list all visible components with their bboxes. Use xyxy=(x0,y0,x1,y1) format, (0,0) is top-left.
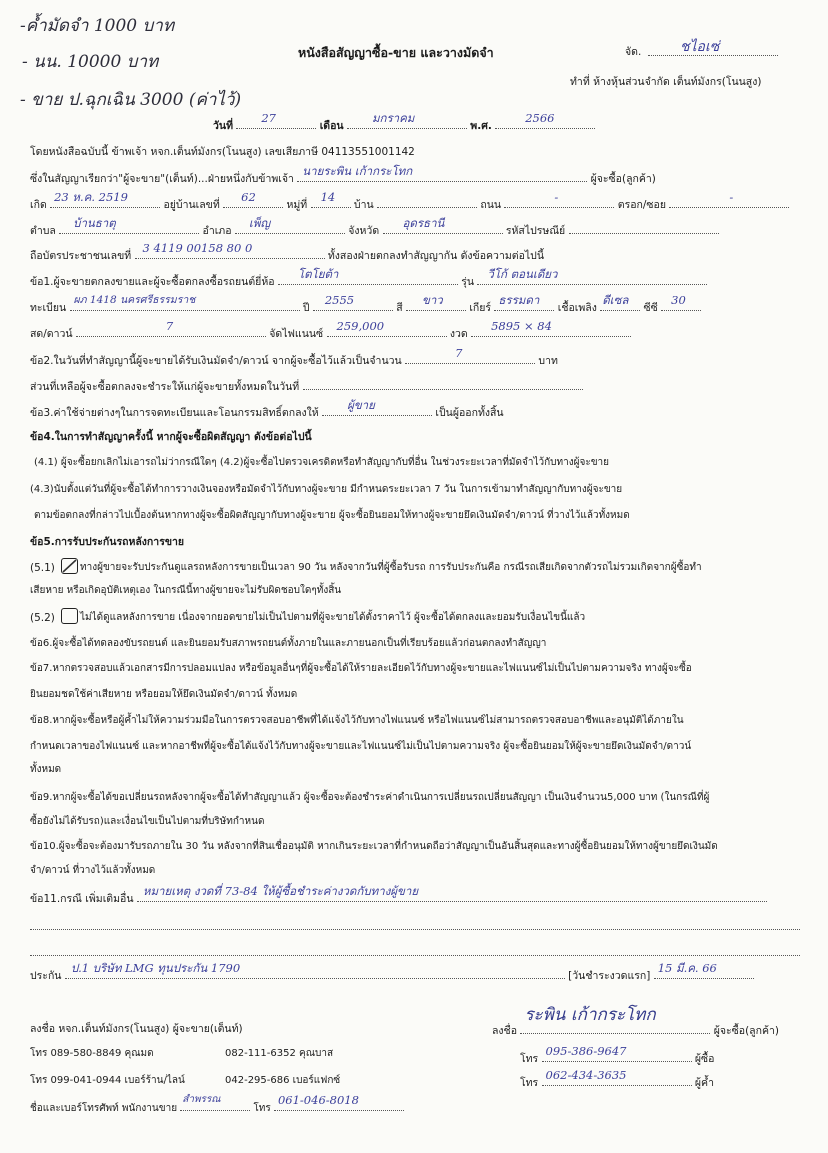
install-label: งวด xyxy=(449,328,468,340)
clause9b: ซื้อยังไม่ได้รับรถ)และเงื่อนไขเป็นไปตามที่บริษัทกำหนด xyxy=(30,816,265,827)
first-pay-line xyxy=(654,961,754,979)
road-line xyxy=(504,190,614,208)
btel1-label: โทร xyxy=(520,1053,539,1065)
year-label: พ.ศ. xyxy=(470,120,492,132)
buyer-signature: ระพิน เก้ากระโทก xyxy=(524,1005,656,1025)
c3-suffix: เป็นผู้ออกทั้งสิ้น xyxy=(435,407,504,419)
clause5-1-cont: เสียหาย หรือเกิดอุบัติเหตุเอง ในกรณีนี้ทางผู้ขายจะไม่รับผิดชอบใดๆทั้งสิ้น xyxy=(30,585,342,596)
insurance-label: ประกัน xyxy=(30,970,62,982)
province-line xyxy=(383,216,503,234)
province-label: จังหวัด xyxy=(348,225,380,237)
buyer-tel: 095-386-9647 xyxy=(545,1044,627,1058)
clause7a: ข้อ7.หากตรวจสอบแล้วเอกสารมีการปลอมแปลง หรือข้อมูลอื่นๆที่ผู้จะซื้อได้ให้รายละเอียดไว้กับทางผู้จะขายและไฟแนนซ์ไม่เป็นไปตามความจริง ทางผู้จะซื้อ xyxy=(30,663,692,674)
clause8a: ข้อ8.หากผู้จะซื้อหรือผู้ค้ำไม่ให้ความร่วมมือในการตรวจสอบอาชีพที่ได้แจ้งไว้กับทางไฟแนนซ์ หรือไฟแนนซ์ไม่สามารถตรวจสอบอาชีพและอนุมัติได้ภายใน xyxy=(30,715,684,726)
btel1-suffix: ผู้ซื้อ xyxy=(694,1053,715,1065)
btel2-label: โทร xyxy=(520,1077,539,1089)
plate-value: ผภ 1418 นครศรีธรรมราช xyxy=(73,294,196,306)
id-value: 3 4119 00158 80 0 xyxy=(142,241,253,255)
place: ทำที่ ห้างหุ้นส่วนจำกัด เต็นท์มังกร(โนนสูง) xyxy=(570,76,762,88)
brand-line xyxy=(278,267,458,285)
document-title: หนังสือสัญญาซื้อ-ขาย และวางมัดจำ xyxy=(298,45,494,60)
blank-line-2 xyxy=(30,944,800,956)
color-line xyxy=(406,293,466,311)
btel1-line xyxy=(542,1044,692,1062)
staff-tel-line xyxy=(274,1093,404,1111)
clause1-label: ข้อ1.ผู้จะขายตกลงขายและผู้จะซื้อตกลงซื้อรถยนต์ยี่ห้อ xyxy=(30,276,275,288)
no-warranty-checkbox[interactable] xyxy=(61,608,78,624)
blank-line-1 xyxy=(30,918,800,930)
clause5-1-num: (5.1) xyxy=(30,562,55,574)
year-line xyxy=(495,111,595,129)
c2-line xyxy=(405,346,535,364)
clause4-3b: ตามข้อตกลงที่กล่าวไปเบื้องต้นหากทางผู้จะซื้อผิดสัญญากับทางผู้จะขาย ผู้จะซื้อยินยอมให้ทางผู้จะขายยึดเงินมัดจำ/ดาวน์ ที่วางไว้แล้วทั้งหมด xyxy=(34,510,630,521)
warranty-checkbox-checked[interactable] xyxy=(61,558,78,574)
down-label: สด/ดาวน์ xyxy=(30,328,73,340)
tel-1: โทร 089-580-8849 คุณมด xyxy=(30,1048,154,1059)
month-line xyxy=(347,111,467,129)
install-value: 5895 × 84 xyxy=(491,319,552,333)
id-suffix: ทั้งสองฝ่ายตกลงทำสัญญากัน ดังข้อความต่อไปนี้ xyxy=(327,250,545,262)
moo-value: 14 xyxy=(320,190,336,204)
amphoe-label: อำเภอ xyxy=(202,225,232,237)
finance-value: 259,000 xyxy=(336,319,385,333)
brand-value: โตโยต้า xyxy=(297,267,339,281)
day-value: 27 xyxy=(261,111,276,125)
moo-label: หมู่ที่ xyxy=(286,199,308,211)
year-model-label: ปี xyxy=(302,302,310,314)
clause2-rest: ส่วนที่เหลือผู้จะซื้อตกลงจะชำระให้แก่ผู้จะขายทั้งหมดในวันที่ xyxy=(30,381,300,393)
clause6: ข้อ6.ผู้จะซื้อได้ทดลองขับรถยนต์ และยินยอมรับสภาพรถยนต์ทั้งภายในและภายนอกเป็นที่เรียบร้อยแล้วก่อนตกลงทำสัญญา xyxy=(30,638,547,649)
color-label: สี xyxy=(396,302,403,314)
seller-sign-label: ลงชื่อ xyxy=(30,1023,55,1035)
day-label: วันที่ xyxy=(213,120,233,132)
clause9a: ข้อ9.หากผู้จะซื้อได้ขอเปลี่ยนรถหลังจากผู้จะซื้อได้ทำสัญญาแล้ว ผู้จะซื้อจะต้องชำระค่าดำเนินการเปลี่ยนรถเปลี่ยนสัญญา เป็นเงินจำนวน5,000 บาท (ในกรณีที่ผู้ xyxy=(30,792,710,803)
c3-who: ผู้ขาย xyxy=(347,398,375,412)
first-pay-value: 15 มี.ค. 66 xyxy=(657,961,717,975)
soi-value: - xyxy=(729,190,734,204)
buyer-suffix: ผู้จะซื้อ(ลูกค้า) xyxy=(590,173,656,185)
buyer-sign-label: ลงชื่อ xyxy=(492,1025,517,1037)
c2-amount: 7 xyxy=(455,346,463,360)
model-label: รุ่น xyxy=(461,276,475,288)
finance-label: จัดไฟแนนซ์ xyxy=(269,328,324,340)
road-label: ถนน xyxy=(480,199,502,211)
staff-tel: 061-046-8018 xyxy=(277,1093,359,1107)
finance-line xyxy=(327,319,447,337)
btel2-suffix: ผู้ค้ำ xyxy=(694,1077,714,1089)
plate-line xyxy=(70,294,300,311)
staff-tel-label: โทร xyxy=(253,1103,271,1114)
down-value: 7 xyxy=(165,319,174,333)
moo-line xyxy=(311,190,351,208)
seller-prefix: ซึ่งในสัญญาเรียกว่า"ผู้จะขาย"(เต็นท์)...ฝ่ายหนึ่งกับข้าพเจ้า xyxy=(30,173,294,185)
note-deposit: -ค้ำมัดจำ 1000 บาท xyxy=(20,16,175,36)
buyer-name: นายระพิน เก้ากระโทก xyxy=(302,164,413,178)
postcode-line xyxy=(569,222,719,234)
c2-rest-line xyxy=(303,378,583,390)
model-line xyxy=(477,267,707,285)
staff-line xyxy=(180,1094,250,1111)
clause5-1-text: ทางผู้ขายจะรับประกันดูแลรถหลังการขายเป็นเวลา 90 วัน หลังจากวันที่ผู้ซื้อรับรถ การรับประกันคือ กรณีรถเสียเกิดจากตัวรถไม่รวมเกิดจากผู้ซื้อทำ xyxy=(80,562,702,573)
cc-value: 30 xyxy=(671,293,686,307)
install-line xyxy=(471,319,631,337)
note-weight: - นน. 10000 บาท xyxy=(22,52,159,72)
cc-label: ซีซี xyxy=(643,302,658,314)
amphoe-value: เพ็ญ xyxy=(248,216,271,230)
month-value: มกราคม xyxy=(371,111,415,125)
check-mark-icon xyxy=(62,559,77,573)
clause5: ข้อ5.การรับประกันรถหลังการขาย xyxy=(30,536,185,548)
id-line xyxy=(135,241,325,259)
color-value: ขาว xyxy=(421,293,443,307)
clause11-label: ข้อ11.กรณี เพิ่มเติมอื่น xyxy=(30,893,134,905)
buyer-sign-line xyxy=(520,1005,710,1034)
born-value: 23 ห.ค. 2519 xyxy=(54,190,128,204)
born-label: เกิด xyxy=(30,199,47,211)
fuel-line xyxy=(600,293,640,311)
clause4: ข้อ4.ในการทำสัญญาครั้งนี้ หากผู้จะซื้อผิดสัญญา ดังข้อต่อไปนี้ xyxy=(30,431,312,443)
gear-line xyxy=(494,293,554,311)
yr-value: 2555 xyxy=(324,293,355,307)
note-emergency-sale: - ขาย ป.ฉุกเฉิน 3000 (ค่าไว้) xyxy=(20,90,242,110)
c2-unit: บาท xyxy=(538,355,558,367)
month-label: เดือน xyxy=(319,120,344,132)
clause7b: ยินยอมชดใช้ค่าเสียหาย หรือยอมให้ยึดเงินมัดจำ/ดาวน์ ทั้งหมด xyxy=(30,689,298,700)
year-value: 2566 xyxy=(525,111,555,125)
clause2: ข้อ2.ในวันที่ทำสัญญานี้ผู้จะขายได้รับเงินมัดจำ/ดาวน์ จากผู้จะซื้อไว้แล้วเป็นจำนวน xyxy=(30,355,402,367)
cc-line xyxy=(661,293,701,311)
first-pay-label: [วันชำระงวดแรก] xyxy=(568,970,651,982)
clause4-1: (4.1) ผู้จะซื้อยกเลิกไม่เอารถไม่ว่ากรณีใดๆ (4.2)ผู้จะซื้อไปตรวจเครดิตหรือทำสัญญากับที่อื่น ในช่วงระยะเวลาที่มัดจำไว้กับทางผู้จะขาย xyxy=(34,457,610,468)
at-label: จัด. xyxy=(625,46,642,58)
guarantor-tel: 062-434-3635 xyxy=(545,1068,627,1082)
staff-label: ชื่อและเบอร์โทรศัพท์ พนักงานขาย xyxy=(30,1103,178,1114)
village-label: บ้าน xyxy=(353,199,374,211)
tel-3: โทร 099-041-0944 เบอร์ร้าน/ไลน์ xyxy=(30,1075,185,1086)
amphoe-line xyxy=(235,216,345,234)
soi-line xyxy=(669,190,789,208)
yr-line xyxy=(313,293,393,311)
tambon-label: ตำบล xyxy=(30,225,56,237)
postcode-label: รหัสไปรษณีย์ xyxy=(505,225,566,237)
clause8b: กำหนดเวลาของไฟแนนซ์ และหากอาชีพที่ผู้จะซื้อได้แจ้งไว้กับทางผู้จะขายและไฟแนนซ์ไม่เป็นไปตามความจริง ผู้จะซื้อยินยอมให้ผู้จะขายยึดเงินมัดจำ/ดาวน์ xyxy=(30,741,692,752)
buyer-line xyxy=(297,164,587,182)
c3-line xyxy=(322,398,432,416)
model-value: วีโก้ ตอนเดียว xyxy=(487,267,558,281)
tambon-value: บ้านธาตุ xyxy=(73,216,116,230)
house-value: 62 xyxy=(241,190,256,204)
clause10b: จำ/ดาวน์ ที่วางไว้แล้วทั้งหมด xyxy=(30,865,156,876)
btel2-line xyxy=(542,1068,692,1086)
gear-value: ธรรมดา xyxy=(498,293,540,307)
tel-2: 082-111-6352 คุณบาส xyxy=(225,1048,334,1059)
at-value: ชไอเซ่ xyxy=(680,39,720,55)
seller-sign: หจก.เต็นท์มังกร(โนนสูง) ผู้จะขาย(เต็นท์) xyxy=(58,1023,243,1035)
born-line xyxy=(50,190,160,208)
village-line xyxy=(377,196,477,208)
tel-4: 042-295-686 เบอร์แฟกซ์ xyxy=(225,1075,341,1086)
intro: โดยหนังสือฉบับนี้ ข้าพเจ้า หจก.เต็นท์มังกร(โนนสูง) เลขเสียภาษี 04113551001142 xyxy=(30,146,415,158)
tambon-line xyxy=(59,216,199,234)
clause11-text: หมายเหตุ งวดที่ 73-84 ให้ผู้ซื้อชำระค่างวดกับทางผู้ขาย xyxy=(142,884,419,898)
insurance-line xyxy=(65,961,565,979)
down-line xyxy=(76,319,266,337)
buyer-sign-suffix: ผู้จะซื้อ(ลูกค้า) xyxy=(713,1025,779,1037)
plate-label: ทะเบียน xyxy=(30,302,67,314)
house-line xyxy=(223,190,283,208)
clause4-3a: (4.3)นับตั้งแต่วันที่ผู้จะซื้อได้ทำการวางเงินจองหรือมัดจำไว้กับทางผู้จะขาย มีกำหนดระยะเวลา 7 วัน ในการเข้ามาทำสัญญากับทางผู้จะขาย xyxy=(30,484,623,495)
c11-line xyxy=(137,884,767,902)
house-label: อยู่บ้านเลขที่ xyxy=(163,199,220,211)
fuel-label: เชื้อเพลิง xyxy=(557,302,597,314)
clause5-2-num: (5.2) xyxy=(30,612,55,624)
road-value: - xyxy=(554,190,559,204)
id-label: ถือบัตรประชาชนเลขที่ xyxy=(30,250,132,262)
clause10a: ข้อ10.ผู้จะซื้อจะต้องมารับรถภายใน 30 วัน หลังจากที่สินเชื่ออนุมัติ หากเกินระยะเวลาที่กำหนดถือว่าสัญญาเป็นอันสิ้นสุดและทางผู้ซื้อยินยอมให้ทางผู้ขายยึดเงินมัด xyxy=(30,841,718,852)
day-line xyxy=(236,111,316,129)
gear-label: เกียร์ xyxy=(469,302,492,314)
soi-label: ตรอก/ซอย xyxy=(617,199,667,211)
clause3: ข้อ3.ค่าใช้จ่ายต่างๆในการจดทะเบียนและโอนกรรมสิทธิ์ตกลงให้ xyxy=(30,407,319,419)
province-value: อุดรธานี xyxy=(402,216,445,230)
clause5-2-text: ไม่ได้ดูแลหลังการขาย เนื่องจากยอดขายไม่เป็นไปตามที่ผู้จะขายได้ตั้งราคาไว้ ผู้จะซื้อได้ตกลงและยอมรับเงื่อนไขนี้แล้ว xyxy=(80,612,586,623)
staff-name: สำพรรณ xyxy=(182,1094,221,1105)
fuel-value: ดีเซล xyxy=(602,293,629,307)
clause8c: ทั้งหมด xyxy=(30,764,62,775)
insurance-text: ป.1 บริษัท LMG ทุนประกัน 1790 xyxy=(70,961,241,975)
